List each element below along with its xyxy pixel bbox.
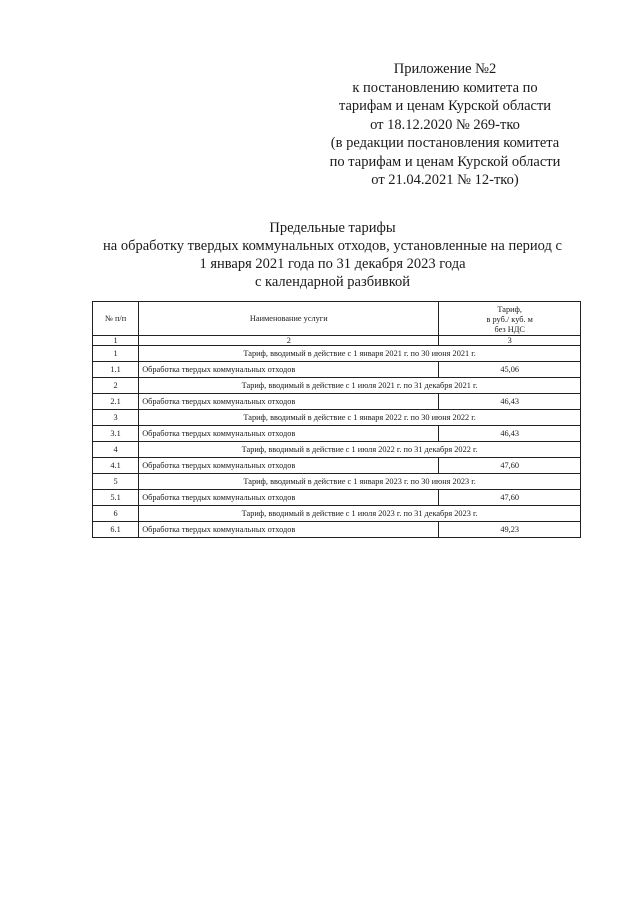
- item-value: 47,60: [439, 490, 581, 506]
- header-tariff-line: в руб./ куб. м: [486, 314, 533, 324]
- period-num: 3: [93, 410, 139, 426]
- document-title: [60, 219, 605, 291]
- column-index: 2: [139, 336, 439, 346]
- item-service: Обработка твердых коммунальных отходов: [139, 362, 439, 378]
- item-num: 5.1: [93, 490, 139, 506]
- period-row: [93, 474, 581, 490]
- period-label: Тариф, вводимый в действие с 1 января 2023 г. по 30 июня 2023 г.: [139, 474, 581, 490]
- header-num: № п/п: [93, 302, 139, 336]
- period-row: [93, 410, 581, 426]
- period-row: [93, 442, 581, 458]
- appendix-line: (в редакции постановления комитета: [330, 135, 560, 151]
- item-service: Обработка твердых коммунальных отходов: [139, 490, 439, 506]
- header-name: Наименование услуги: [139, 302, 439, 336]
- item-service: Обработка твердых коммунальных отходов: [139, 426, 439, 442]
- period-label: Тариф, вводимый в действие с 1 января 2022 г. по 30 июня 2022 г.: [139, 410, 581, 426]
- period-num: 6: [93, 506, 139, 522]
- period-label: Тариф, вводимый в действие с 1 января 2021 г. по 30 июня 2021 г.: [139, 346, 581, 362]
- appendix-line: тарифам и ценам Курской области: [338, 98, 552, 114]
- header-tariff: [439, 302, 581, 336]
- column-index: 3: [439, 336, 581, 346]
- item-value: 45,06: [439, 362, 581, 378]
- item-service: Обработка твердых коммунальных отходов: [139, 458, 439, 474]
- table-row: [93, 490, 581, 506]
- item-num: 4.1: [93, 458, 139, 474]
- appendix-line: Приложение №2: [393, 61, 497, 77]
- appendix-line: к постановлению комитета по: [352, 79, 538, 96]
- item-service: Обработка твердых коммунальных отходов: [139, 522, 439, 538]
- table-row: [93, 362, 581, 378]
- title-line: с календарной разбивкой: [254, 274, 411, 290]
- item-value: 46,43: [439, 426, 581, 442]
- title-line: Предельные тарифы: [269, 220, 396, 236]
- appendix-block: [300, 60, 590, 190]
- item-num: 3.1: [93, 426, 139, 442]
- item-num: 1.1: [93, 362, 139, 378]
- item-num: 6.1: [93, 522, 139, 538]
- title-line: 1 января 2021 года по 31 декабря 2023 года: [199, 256, 466, 272]
- appendix-line: по тарифам и ценам Курской области: [329, 153, 561, 170]
- table-row: [93, 458, 581, 474]
- column-index-row: [93, 336, 581, 346]
- table-row: [93, 522, 581, 538]
- period-num: 4: [93, 442, 139, 458]
- column-index: 1: [93, 336, 139, 346]
- item-service: Обработка твердых коммунальных отходов: [139, 394, 439, 410]
- header-tariff-line: без НДС: [494, 324, 525, 334]
- appendix-line: от 18.12.2020 № 269-тко: [370, 116, 520, 133]
- item-value: 47,60: [439, 458, 581, 474]
- item-value: 46,43: [439, 394, 581, 410]
- title-line: на обработку твердых коммунальных отходов, установленные на период с: [103, 238, 562, 254]
- table-row: [93, 394, 581, 410]
- header-tariff-line: Тариф,: [497, 304, 522, 314]
- period-label: Тариф, вводимый в действие с 1 июля 2022 г. по 31 декабря 2022 г.: [139, 442, 581, 458]
- period-label: Тариф, вводимый в действие с 1 июля 2023 г. по 31 декабря 2023 г.: [139, 506, 581, 522]
- appendix-line: от 21.04.2021 № 12-тко): [371, 172, 519, 188]
- period-label: Тариф, вводимый в действие с 1 июля 2021 г. по 31 декабря 2021 г.: [139, 378, 581, 394]
- item-num: 2.1: [93, 394, 139, 410]
- period-row: [93, 346, 581, 362]
- period-num: 5: [93, 474, 139, 490]
- item-value: 49,23: [439, 522, 581, 538]
- period-row: [93, 506, 581, 522]
- tariffs-table: [92, 301, 581, 538]
- period-num: 1: [93, 346, 139, 362]
- table-row: [93, 426, 581, 442]
- period-row: [93, 378, 581, 394]
- table-header-row: [93, 302, 581, 336]
- period-num: 2: [93, 378, 139, 394]
